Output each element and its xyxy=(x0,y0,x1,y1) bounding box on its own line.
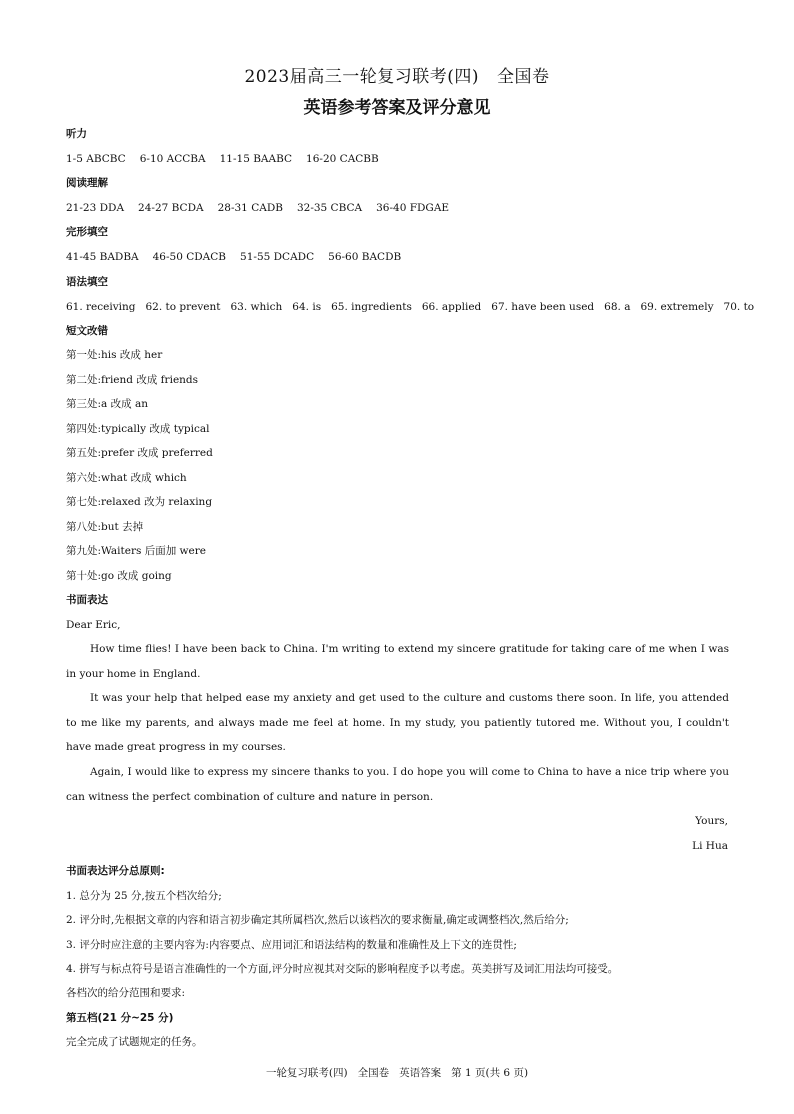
answer-item: 67. have been used xyxy=(491,301,595,313)
answer-group: 16-20 CACBB xyxy=(306,153,379,165)
answer-group: 11-15 BAABC xyxy=(219,153,293,165)
cloze-heading: 完形填空 xyxy=(66,226,108,238)
scoring-heading: 书面表达评分总原则: xyxy=(66,865,165,877)
answer-group: 24-27 BCDA xyxy=(138,202,204,214)
correction-item: 第五处:prefer 改成 preferred xyxy=(66,447,213,459)
scoring-rule: 3. 评分时应注意的主要内容为:内容要点、应用词汇和语法结构的数量和准确性及上下文的连贯性; xyxy=(66,939,517,951)
scoring-range-note: 各档次的给分范围和要求: xyxy=(66,987,186,999)
answer-group: 46-50 CDACB xyxy=(152,251,227,263)
answer-item: 63. which xyxy=(230,301,283,313)
letter-salutation: Dear Eric, xyxy=(66,619,121,631)
level5-heading: 第五档(21 分~25 分) xyxy=(66,1012,174,1024)
letter-closing: Yours, xyxy=(695,815,728,827)
footer-page-number: 第 1 页(共 6 页) xyxy=(451,1067,529,1079)
writing-heading: 书面表达 xyxy=(66,594,108,606)
scoring-rule: 1. 总分为 25 分,按五个档次给分; xyxy=(66,890,222,902)
answer-group: 56-60 BACDB xyxy=(328,251,402,263)
correction-item: 第二处:friend 改成 friends xyxy=(66,374,199,386)
grammar-heading: 语法填空 xyxy=(66,276,108,288)
answer-item: 61. receiving xyxy=(66,301,136,313)
correction-item: 第八处:but 去掉 xyxy=(66,521,144,533)
listening-answers xyxy=(66,152,379,166)
level5-description: 完全完成了试题规定的任务。 xyxy=(66,1036,203,1048)
answer-item: 64. is xyxy=(292,301,322,313)
cloze-answers xyxy=(66,250,401,264)
letter-paragraph: How time flies! I have been back to China. I'm writing to extend my sincere gratitude for taking care of me when I was in your home in England. xyxy=(66,643,729,680)
exam-title xyxy=(0,62,794,87)
answer-item: 70. to xyxy=(723,301,755,313)
answer-item: 65. ingredients xyxy=(331,301,412,313)
exam-title-scope: 全国卷 xyxy=(497,67,550,87)
correction-item: 第七处:relaxed 改为 relaxing xyxy=(66,496,213,508)
reading-heading: 阅读理解 xyxy=(66,177,108,189)
answer-group: 41-45 BADBA xyxy=(66,251,139,263)
exam-subtitle: 英语参考答案及评分意见 xyxy=(303,98,491,118)
footer-scope: 全国卷 xyxy=(357,1067,390,1079)
grammar-answers xyxy=(66,300,754,314)
answer-group: 1-5 ABCBC xyxy=(66,153,126,165)
page-footer xyxy=(0,1065,794,1080)
answer-item: 69. extremely xyxy=(640,301,714,313)
letter-signature: Li Hua xyxy=(692,840,728,852)
exam-title-main: 2023届高三一轮复习联考(四) xyxy=(244,67,480,87)
listening-heading: 听力 xyxy=(66,128,87,140)
letter-paragraph: It was your help that helped ease my anxiety and get used to the culture and customs there soon. In life, you attended to me like my parents, and always made me feel at home. In my study, you patiently tutored me. Without you, I couldn't have made great progress in my courses. xyxy=(66,692,729,753)
answer-item: 68. a xyxy=(604,301,631,313)
answer-group: 21-23 DDA xyxy=(66,202,125,214)
correction-item: 第三处:a 改成 an xyxy=(66,398,148,410)
footer-exam: 一轮复习联考(四) xyxy=(265,1067,348,1079)
answer-group: 6-10 ACCBA xyxy=(139,153,206,165)
scoring-rule: 2. 评分时,先根据文章的内容和语言初步确定其所属档次,然后以该档次的要求衡量,确定或调整档次,然后给分; xyxy=(66,914,569,926)
answer-group: 36-40 FDGAE xyxy=(376,202,450,214)
answer-item: 66. applied xyxy=(421,301,482,313)
answer-item: 62. to prevent xyxy=(145,301,221,313)
answer-group: 51-55 DCADC xyxy=(240,251,315,263)
correction-item: 第十处:go 改成 going xyxy=(66,570,172,582)
scoring-rule: 4. 拼写与标点符号是语言准确性的一个方面,评分时应视其对交际的影响程度予以考虑。英美拼写及词汇用法均可接受。 xyxy=(66,963,619,975)
correction-heading: 短文改错 xyxy=(66,325,108,337)
answer-group: 28-31 CADB xyxy=(217,202,283,214)
correction-item: 第六处:what 改成 which xyxy=(66,472,187,484)
correction-item: 第九处:Waiters 后面加 were xyxy=(66,545,206,557)
footer-subject: 英语答案 xyxy=(399,1067,442,1079)
correction-item: 第一处:his 改成 her xyxy=(66,349,163,361)
answer-group: 32-35 CBCA xyxy=(296,202,363,214)
correction-item: 第四处:typically 改成 typical xyxy=(66,423,210,435)
letter-paragraph: Again, I would like to express my sincere thanks to you. I do hope you will come to China to have a nice trip where you can witness the perfect combination of culture and nature in person. xyxy=(66,766,729,803)
reading-answers xyxy=(66,201,449,215)
